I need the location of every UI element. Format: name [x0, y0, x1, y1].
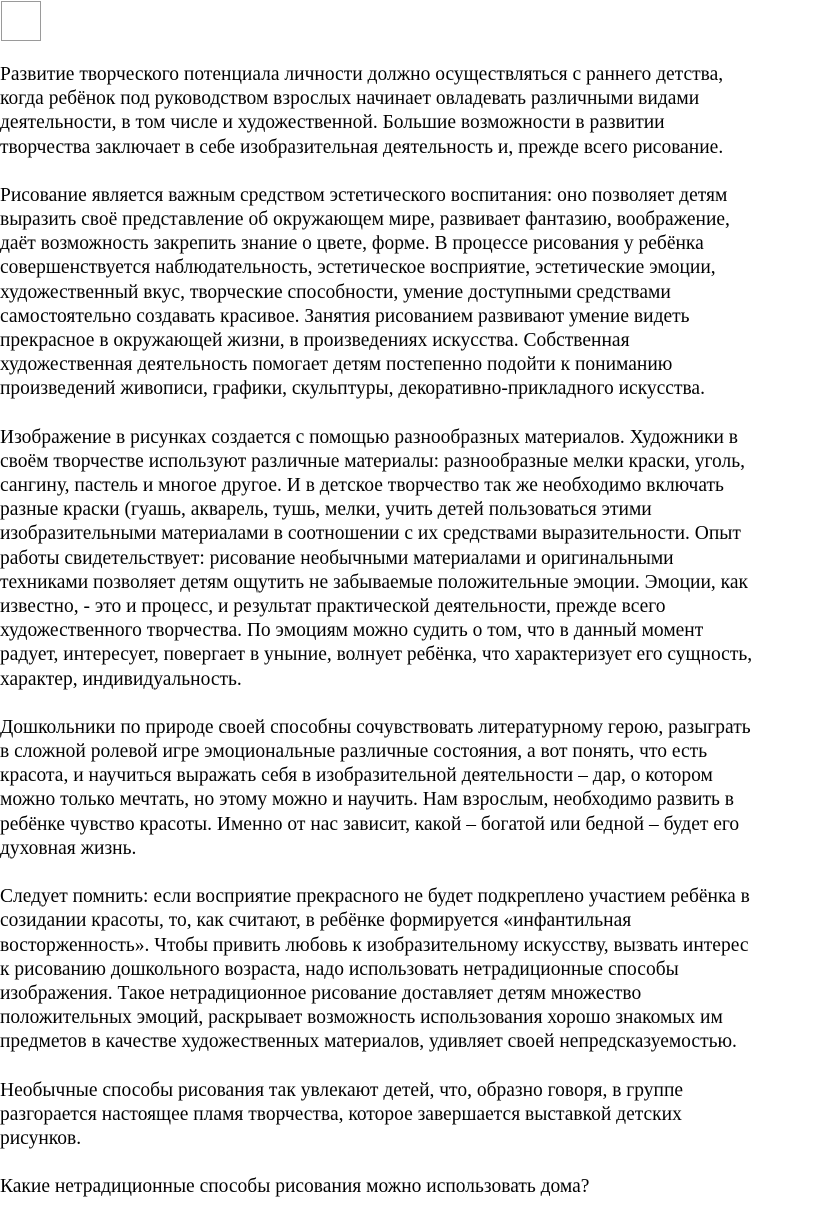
paragraph-line: сангину, пастель и многое другое. И в детское творчество так же необходимо включать	[0, 475, 724, 497]
paragraph-line: Рисование является важным средством эстетического воспитания: оно позволяет детям	[0, 184, 728, 206]
paragraph-line: прекрасное в окружающей жизни, в произведениях искусства. Собственная	[0, 330, 630, 352]
paragraph-line: произведений живописи, графики, скульптуры, декоративно-прикладного искусства.	[0, 378, 705, 400]
image-placeholder	[1, 1, 41, 41]
paragraph-line: Следует помнить: если восприятие прекрасного не будет подкреплено участием ребёнка в	[0, 886, 750, 908]
paragraph-line: работы свидетельствует: рисование необычными материалами и оригинальными	[0, 547, 674, 569]
paragraph-line: можно только мечтать, но этому можно и научить. Нам взрослым, необходимо развить в	[0, 789, 734, 811]
paragraph-line: характер, индивидуальность.	[0, 668, 242, 690]
paragraph-line: восторженность». Чтобы привить любовь к изобразительному искусству, вызвать интерес	[0, 934, 749, 956]
paragraph-line: художественная деятельность помогает детям постепенно подойти к пониманию	[0, 354, 673, 376]
paragraph-line: красота, и научиться выражать себя в изобразительной деятельности – дар, о котором	[0, 765, 713, 787]
paragraph-line: когда ребёнок под руководством взрослых начинает овладевать различными видами	[0, 88, 700, 110]
paragraph-line: в сложной ролевой игре эмоциональные различные состояния, а вот понять, что есть	[0, 741, 708, 763]
paragraph	[0, 1079, 816, 1152]
paragraph-line: рисунков.	[0, 1127, 82, 1149]
paragraph-line: созидании красоты, то, как считают, в ребёнке формируется «инфантильная	[0, 910, 632, 932]
paragraph-line: предметов в качестве художественных материалов, удивляет своей непредсказуемостью.	[0, 1031, 737, 1053]
paragraph-line: творчества заключает в себе изобразительная деятельность и, прежде всего рисование.	[0, 136, 724, 158]
paragraph	[0, 426, 816, 692]
paragraph	[0, 1175, 816, 1199]
paragraph-line: Необычные способы рисования так увлекают детей, что, образно говоря, в группе	[0, 1079, 684, 1101]
paragraph-line: к рисованию дошкольного возраста, надо использовать нетрадиционные способы	[0, 958, 679, 980]
paragraph-line: разгорается настоящее пламя творчества, которое завершается выставкой детских	[0, 1103, 682, 1125]
paragraph-line: известно, - это и процесс, и результат практической деятельности, прежде всего	[0, 596, 666, 618]
paragraph	[0, 885, 816, 1054]
paragraph-line: Изображение в рисунках создается с помощью разнообразных материалов. Художники в	[0, 426, 738, 448]
paragraph	[0, 184, 816, 402]
paragraph-line: деятельности, в том числе и художественной. Большие возможности в развитии	[0, 112, 665, 134]
paragraph	[0, 63, 816, 160]
paragraph-line: техниками позволяет детям ощутить не забываемые положительные эмоции. Эмоции, как	[0, 571, 748, 593]
paragraph-line: разные краски (гуашь, акварель, тушь, мелки, учить детей пользоваться этими	[0, 499, 652, 521]
paragraph-line: художественного творчества. По эмоциям можно судить о том, что в данный момент	[0, 620, 704, 642]
paragraph-line: радует, интересует, повергает в уныние, волнует ребёнка, что характеризует его сущность,	[0, 644, 753, 666]
paragraph-line: изобразительными материалами в соотношении с их средствами выразительности. Опыт	[0, 523, 741, 545]
paragraph-line: Какие нетрадиционные способы рисования можно использовать дома?	[0, 1176, 590, 1198]
paragraph-line: художественный вкус, творческие способности, умение доступными средствами	[0, 281, 671, 303]
document-body	[0, 63, 816, 1223]
paragraph-line: самостоятельно создавать красивое. Занятия рисованием развивают умение видеть	[0, 305, 690, 327]
paragraph-line: изображения. Такое нетрадиционное рисование доставляет детям множество	[0, 982, 642, 1004]
paragraph-line: Дошкольники по природе своей способны сочувствовать литературному герою, разыграть	[0, 716, 751, 738]
paragraph-line: духовная жизнь.	[0, 837, 137, 859]
paragraph-line: Развитие творческого потенциала личности должно осуществляться с раннего детства,	[0, 64, 724, 85]
paragraph-line: своём творчестве используют различные материалы: разнообразные мелки краски, уголь,	[0, 450, 746, 472]
paragraph-line: выразить своё представление об окружающем мире, развивает фантазию, воображение,	[0, 209, 730, 231]
paragraph	[0, 716, 816, 861]
paragraph-line: положительных эмоций, раскрывает возможность использования хорошо знакомых им	[0, 1007, 723, 1029]
paragraph-line: совершенствуется наблюдательность, эстетическое восприятие, эстетические эмоции,	[0, 257, 716, 279]
paragraph-line: даёт возможность закрепить знание о цвете, форме. В процессе рисования у ребёнка	[0, 233, 704, 255]
paragraph-line: ребёнке чувство красоты. Именно от нас зависит, какой – богатой или бедной – будет его	[0, 813, 740, 835]
